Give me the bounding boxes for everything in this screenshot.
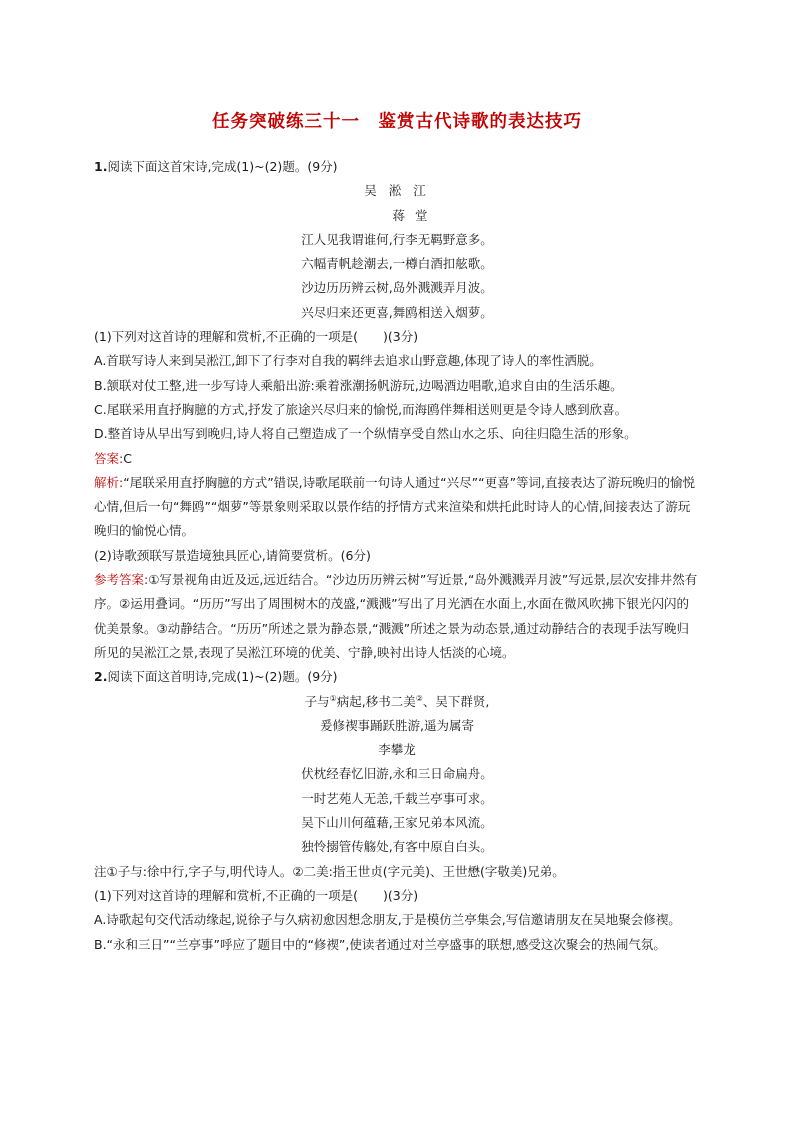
analysis [94, 471, 700, 544]
answer-label: 答案: [94, 450, 124, 466]
analysis-text: “尾联采用直抒胸臆的方式”错误,诗歌尾联前一句诗人通过“兴尽”“更喜”等词,直接表达了游玩晚归的愉悦心情,但后一句“舞鸥”“烟萝”等景象则采取以景作结的抒情方式来渲染和烘托此时诗人的心情,间接表达了游玩晚归的愉悦心情。 [94, 474, 696, 539]
poem-1-line: 兴尽归来还更喜,舞鸥相送入烟萝。 [301, 304, 493, 320]
reference-answer-text: ①写景视角由近及远,远近结合。“沙边历历辨云树”写近景,“岛外溅溅弄月波”写远景,层次安排井然有序。②运用叠词。“历历”写出了周围树木的茂盛,“溅溅”写出了月光洒在水面上,水面在微风吹拂下银光闪闪的优美景象。③动静结合。“历历”所述之景为静态景,“溅溅”所述之景为动态景,通过动静结合的表现手法写晚归所见的吴淞江之景,表现了吴淞江环境的优美、宁静,映衬出诗人恬淡的心境。 [94, 572, 698, 660]
poem-2-line: 一时艺苑人无恙,千载兰亭事可求。 [301, 790, 493, 806]
poem-2-title-line-2: 爰修禊事踊跃胜游,遥为属寄 [320, 717, 474, 733]
question-2-number: 2. [94, 669, 108, 685]
poem-2-notes: 注①子与:徐中行,字子与,明代诗人。②二美:指王世贞(字元美)、王世懋(字敬美)兄弟。 [94, 863, 565, 879]
option-c: C.尾联采用直抒胸臆的方式,抒发了旅途兴尽归来的愉悦,而海鸥伴舞相送则更是令诗人感到欣喜。 [94, 401, 628, 417]
q2-option-a: A.诗歌起句交代活动缘起,说徐子与久病初愈因想念朋友,于是模仿兰亭集会,写信邀请朋友在吴地聚会修禊。 [94, 912, 681, 928]
poem-2-title-line-1 [94, 690, 700, 714]
option-a: A.首联写诗人来到吴淞江,卸下了行李对自我的羁绊去追求山野意趣,体现了诗人的率性洒脱。 [94, 353, 602, 369]
question-2-text: 阅读下面这首明诗,完成(1)~(2)题。(9分) [107, 669, 338, 685]
option-b: B.颔联对仗工整,进一步写诗人乘船出游:乘着涨潮扬帆游玩,边喝酒边唱歌,追求自由的生活乐趣。 [94, 377, 623, 393]
poem-2-line: 伏枕经春忆旧游,永和三日命扁舟。 [301, 766, 493, 782]
question-1-text: 阅读下面这首宋诗,完成(1)~(2)题。(9分) [107, 159, 338, 174]
question-1-sub2: (2)诗歌颈联写景造境独具匠心,请简要赏析。(6分) [94, 547, 371, 563]
analysis-label: 解析: [94, 474, 124, 490]
answer-value: C [123, 450, 132, 466]
option-d: D.整首诗从早出写到晚归,诗人将自己塑造成了一个纵情享受自然山水之乐、向往归隐生活的形象。 [94, 426, 637, 442]
reference-answer [94, 568, 700, 665]
poem-2-title-part: 病起,移书二美 [336, 693, 416, 709]
q2-option-b: B.“永和三日”“兰亭事”呼应了题目中的“修禊”,使读者通过对兰亭盛事的联想,感受这次聚会的热闹气氛。 [94, 936, 666, 952]
poem-1-line: 江人见我谓谁何,行李无羁野意多。 [301, 231, 493, 247]
question-1-sub1: (1)下列对这首诗的理解和赏析,不正确的一项是( )(3分) [94, 329, 419, 345]
poem-1-line: 六幅青帆趁潮去,一樽白酒扣舷歌。 [301, 256, 493, 272]
poem-2-line: 吴下山川何蕴藉,王家兄弟本风流。 [301, 815, 493, 831]
document-page [94, 108, 700, 957]
poem-2-title-part: 子与 [304, 693, 330, 709]
question-2-prompt [94, 665, 700, 689]
question-1-prompt [94, 155, 700, 179]
poem-1-title: 吴淞江 [364, 183, 438, 199]
reference-answer-label: 参考答案: [94, 572, 149, 588]
footnote-marker-2: ② [415, 693, 423, 703]
answer [94, 447, 700, 471]
question-2-sub1: (1)下列对这首诗的理解和赏析,不正确的一项是( )(3分) [94, 887, 419, 903]
question-1-number: 1. [94, 159, 108, 174]
footnote-marker-1: ① [329, 693, 337, 703]
poem-1-author: 蒋堂 [392, 207, 438, 223]
poem-2-author: 李攀龙 [378, 742, 416, 758]
page-title: 任务突破练三十一 鉴赏古代诗歌的表达技巧 [212, 112, 582, 132]
poem-1-line: 沙边历历辨云树,岛外溅溅弄月波。 [301, 280, 493, 296]
poem-2-line: 独怜搦管传觞处,有客中原自白头。 [301, 839, 493, 855]
poem-2-title-part: 、吴下群贤, [422, 693, 490, 709]
